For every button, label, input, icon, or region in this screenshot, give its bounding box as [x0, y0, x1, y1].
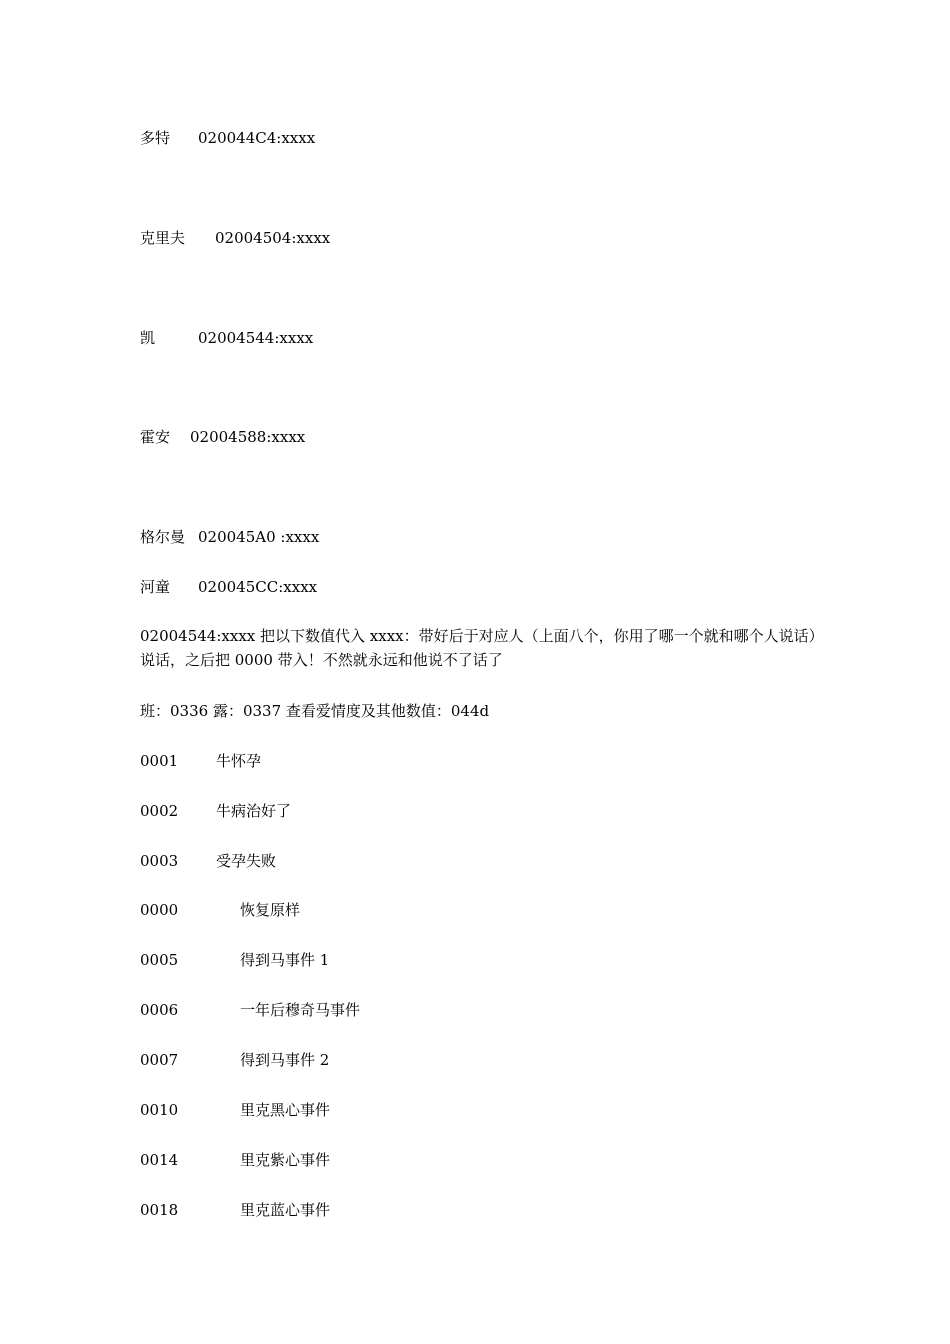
event-desc: 牛病治好了 [216, 802, 292, 820]
event-desc: 得到马事件 1 [240, 951, 330, 969]
event-desc: 恢复原样 [240, 901, 301, 919]
character-name: 河童 [140, 578, 171, 596]
character-line-1 [140, 128, 315, 148]
event-code: 0002 [140, 802, 179, 820]
event-code: 0010 [140, 1101, 179, 1119]
event-desc: 受孕失败 [216, 852, 277, 870]
character-name: 霍安 [140, 428, 171, 446]
event-code: 0007 [140, 1051, 179, 1069]
event-code: 0003 [140, 852, 179, 870]
event-row [140, 900, 300, 920]
event-code: 0018 [140, 1201, 179, 1219]
character-address: 02004504:xxxx [215, 229, 331, 247]
event-code: 0005 [140, 951, 179, 969]
character-line-5 [140, 527, 319, 547]
event-code: 0000 [140, 901, 179, 919]
event-row [140, 1100, 330, 1120]
event-code: 0014 [140, 1151, 179, 1169]
event-row [140, 801, 291, 821]
extra-values-line: 班：0336 露：0337 查看爱情度及其他数值：044d [140, 702, 490, 720]
character-line-3 [140, 328, 313, 348]
character-address: 020044C4:xxxx [198, 129, 316, 147]
event-desc: 里克紫心事件 [240, 1151, 331, 1169]
character-name: 格尔曼 [140, 528, 186, 546]
character-address: 02004544:xxxx [198, 329, 314, 347]
event-desc: 里克黑心事件 [240, 1101, 331, 1119]
character-line-4 [140, 427, 305, 447]
event-desc: 里克蓝心事件 [240, 1201, 331, 1219]
event-desc: 牛怀孕 [216, 752, 262, 770]
instruction-paragraph: 02004544:xxxx 把以下数值代入 xxxx：带好后于对应人（上面八个，你用了哪一个就和哪个人说话）说话，之后把 0000 带入！不然就永远和他说不了话了 [140, 627, 817, 669]
character-line-6 [140, 577, 317, 597]
event-code: 0006 [140, 1001, 179, 1019]
event-row [140, 950, 329, 970]
character-name: 凯 [140, 329, 156, 347]
event-row [140, 751, 261, 771]
event-row [140, 1000, 360, 1020]
character-name: 多特 [140, 129, 171, 147]
character-address: 020045A0 :xxxx [198, 528, 320, 546]
event-row [140, 1050, 329, 1070]
event-row [140, 851, 276, 871]
character-address: 020045CC:xxxx [198, 578, 318, 596]
event-row [140, 1150, 330, 1170]
character-name: 克里夫 [140, 229, 186, 247]
character-address: 02004588:xxxx [190, 428, 306, 446]
event-desc: 一年后穆奇马事件 [240, 1001, 361, 1019]
event-desc: 得到马事件 2 [240, 1051, 330, 1069]
character-line-2 [140, 228, 330, 248]
event-code: 0001 [140, 752, 179, 770]
event-row [140, 1200, 330, 1220]
